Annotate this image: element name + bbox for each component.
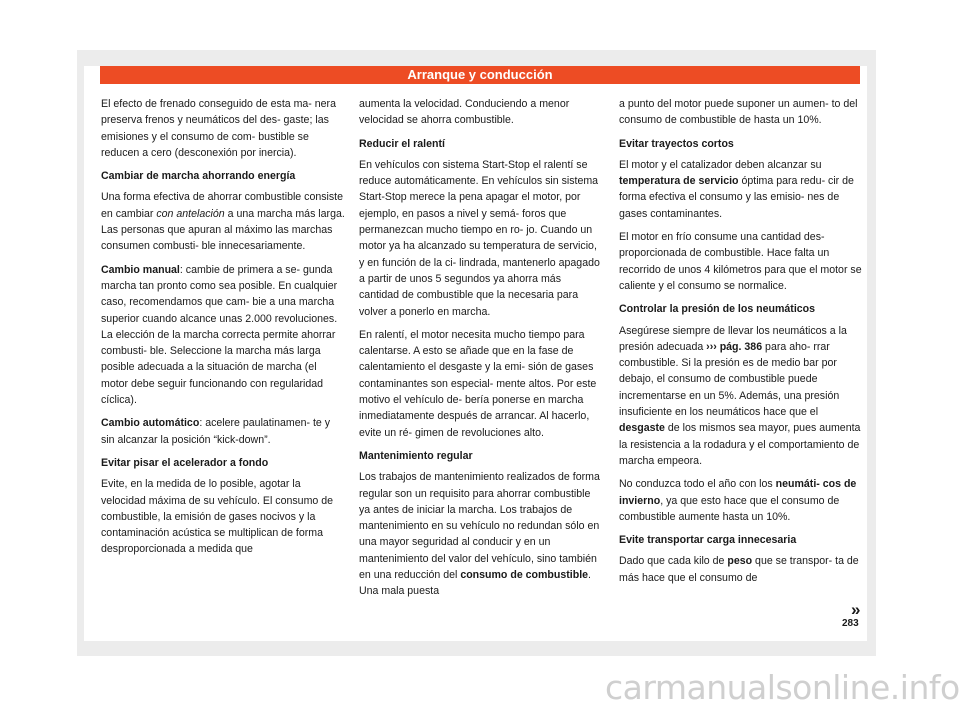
paragraph: Dado que cada kilo de peso que se transpor- ta de más hace que el consumo de xyxy=(619,555,859,584)
paragraph: Cambio manual: cambie de primera a se- gunda marcha tan pronto como sea posible. En cualquier caso, recomendamos que cam- bie a una marcha superior cuando alcance unas 2.000 revoluciones. La elección de la marcha correcta permite ahorrar combusti- ble. Seleccione la marcha más larga posible adecuada a la situación de marcha (el motor debe seguir funcionando con regularidad cíclica). xyxy=(101,263,338,407)
paragraph: Los trabajos de mantenimiento realizados de forma regular son un requisito para ahorrar combustible ya antes de iniciar la marcha. Los trabajos de mantenimiento en su vehículo no redundan sólo en una mayor seguridad al conducir y en un mantenimiento del valor del vehículo, sino también en una reducción del consumo de combustible. Una mala puesta xyxy=(359,471,600,598)
page-number: 283 xyxy=(842,618,859,629)
section-heading: Cambiar de marcha ahorrando energía xyxy=(101,170,296,183)
section-heading: Evitar trayectos cortos xyxy=(619,137,734,150)
paragraph: Cambio automático: acelere paulatinamen- te y sin alcanzar la posición “kick-down”. xyxy=(101,417,331,446)
text-column-1 xyxy=(101,96,345,565)
watermark: carmanualsonline.info xyxy=(605,668,960,707)
paragraph: El motor y el catalizador deben alcanzar su temperatura de servicio óptima para redu- cir de forma efectiva el consumo y las emisio- nes de gases contaminantes. xyxy=(619,158,854,220)
paragraph: Evite, en la medida de lo posible, agotar la velocidad máxima de su vehículo. El consumo de combustible, la emisión de gases nocivos y la contaminación acústica se multiplican de forma desproporcionada a medida que xyxy=(101,478,334,556)
section-header: Arranque y conducción xyxy=(100,66,860,84)
paragraph: aumenta la velocidad. Conduciendo a menor velocidad se ahorra combustible. xyxy=(359,98,570,127)
section-heading: Reducir el ralentí xyxy=(359,137,445,150)
paragraph: El efecto de frenado conseguido de esta ma- nera preserva frenos y neumáticos del des- gaste; las emisiones y el consumo de com- bustible se reducen a cero (desconexión por inercia). xyxy=(101,98,336,159)
paragraph: a punto del motor puede suponer un aumen- to del consumo de combustible de hasta un 10%. xyxy=(619,98,858,127)
paragraph: El motor en frío consume una cantidad des- proporcionada de combustible. Hace falta un recorrido de unos 4 kilómetros para que el motor se caliente y el consumo se normalice. xyxy=(619,231,862,292)
continue-arrow-icon: » xyxy=(851,600,861,619)
section-heading: Evite transportar carga innecesaria xyxy=(619,534,797,547)
text-column-3 xyxy=(619,96,863,593)
paragraph: Asegúrese siempre de llevar los neumáticos a la presión adecuada ››› pág. 386 para aho- rrar combustible. Si la presión es de medio bar por debajo, el consumo de combustible puede incrementarse en un 5%. Además, una presión insuficiente en los neumáticos hace que el desgaste de los mismos sea mayor, pues aumenta la resistencia a la rodadura y el comportamiento de marcha empeora. xyxy=(619,324,861,467)
paragraph: Una forma efectiva de ahorrar combustible consiste en cambiar con antelación a una marcha más larga. Las personas que apuran al máximo las marchas consumen combusti- ble innecesariamente. xyxy=(101,191,345,253)
section-heading: Mantenimiento regular xyxy=(359,449,473,462)
text-column-2 xyxy=(359,96,603,607)
paragraph: En ralentí, el motor necesita mucho tiempo para calentarse. A esto se añade que en la fase de calentamiento el desgaste y la emi- sión de gases contaminantes son especial- mente altos. Por este motivo el vehículo de- bería ponerse en marcha inmediatamente después de arrancar. Al hacerlo, evite un ré- gimen de revoluciones alto. xyxy=(359,328,597,439)
paragraph: No conduzca todo el año con los neumáti- cos de invierno, ya que esto hace que el consumo de combustible aumente hasta un 10%. xyxy=(619,478,857,523)
paragraph: En vehículos con sistema Start-Stop el ralentí se reduce automáticamente. En vehículos sin sistema Start-Stop merece la pena apagar el motor, por ejemplo, en pasos a nivel y semá- foros que permanezcan mucho tiempo en ro- jo. Cuando un motor ya ha alcanzado su temperatura de servicio, y en función de la ci- lindrada, mantenerlo apagado a partir de unos 5 segundos ya ahorra más cantidad de combustible que la necesaria para volver a ponerlo en marcha. xyxy=(359,158,600,318)
page-reference-link[interactable]: ››› pág. 386 xyxy=(706,340,763,353)
section-heading: Evitar pisar el acelerador a fondo xyxy=(101,456,269,469)
section-heading: Controlar la presión de los neumáticos xyxy=(619,303,816,316)
